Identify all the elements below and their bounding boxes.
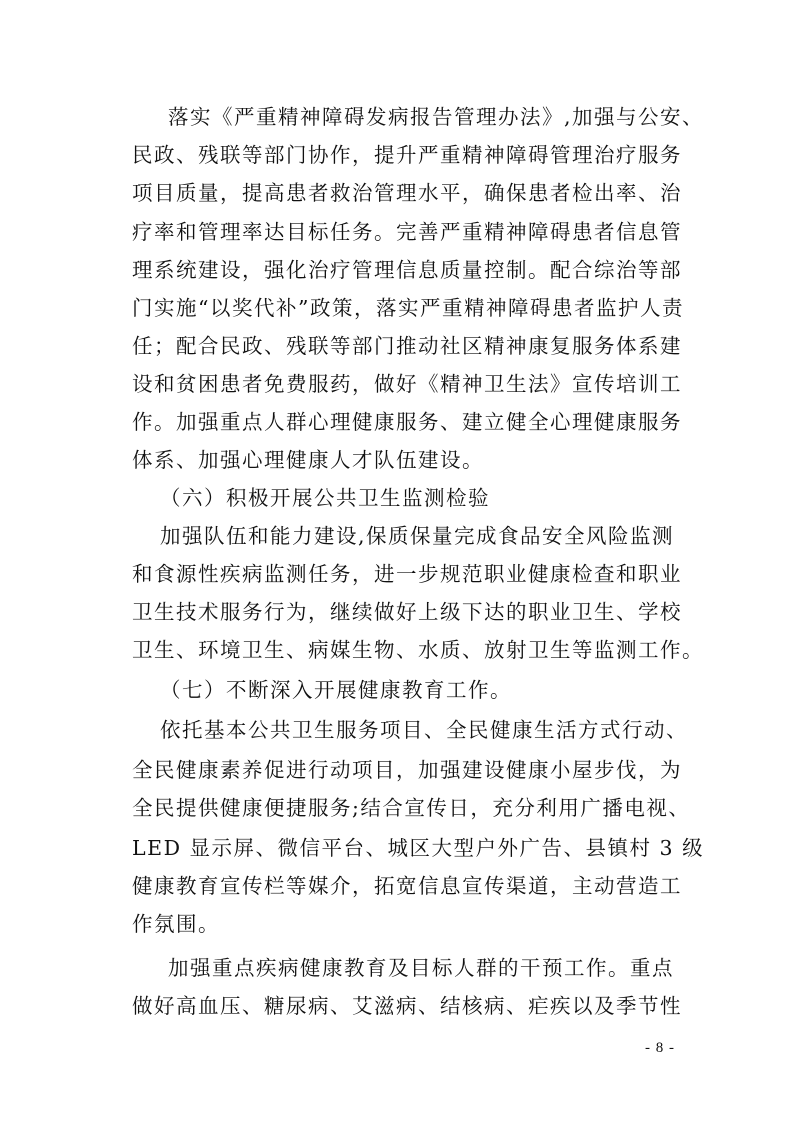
text-line: 理系统建设，强化治疗管理信息质量控制。配合综治等部: [132, 258, 682, 282]
text-line: 落实《严重精神障碍发病报告管理办法》,加强与公安、: [168, 105, 705, 129]
text-line: 任；配合民政、残联等部门推动社区精神康复服务体系建: [132, 334, 682, 358]
text-line: 依托基本公共卫生服务项目、全民健康生活方式行动、: [160, 718, 688, 742]
text-line: 健康教育宣传栏等媒介，拓宽信息宣传渠道，主动营造工: [132, 874, 682, 898]
text-line: LED 显示屏、微信平台、城区大型户外广告、县镇村 3 级: [132, 836, 705, 860]
text-line: 卫生、环境卫生、病媒生物、水质、放射卫生等监测工作。: [132, 638, 704, 662]
text-line: 和食源性疾病监测任务，进一步规范职业健康检查和职业: [132, 562, 682, 586]
text-line: 作。加强重点人群心理健康服务、建立健全心理健康服务: [132, 410, 682, 434]
section-heading: （七）不断深入开展健康教育工作。: [160, 678, 512, 702]
text-line: 项目质量，提高患者救治管理水平，确保患者检出率、治: [132, 181, 682, 205]
page-number: - 8 -: [645, 1040, 675, 1056]
text-line: 做好高血压、糖尿病、艾滋病、结核病、疟疾以及季节性: [132, 994, 682, 1018]
text-line: 设和贫困患者免费服药，做好《精神卫生法》宣传培训工: [132, 372, 682, 396]
text-line: 卫生技术服务行为，继续做好上级下达的职业卫生、学校: [132, 600, 682, 624]
text-line: 门实施“以奖代补”政策，落实严重精神障碍患者监护人责: [132, 296, 684, 320]
text-line: 作氛围。: [132, 912, 220, 936]
text-line: 加强重点疾病健康教育及目标人群的干预工作。重点: [168, 956, 674, 980]
text-line: 疗率和管理率达目标任务。完善严重精神障碍患者信息管: [132, 220, 682, 244]
text-line: 加强队伍和能力建设,保质保量完成食品安全风险监测: [160, 524, 675, 548]
text-line: 民政、残联等部门协作，提升严重精神障碍管理治疗服务: [132, 143, 682, 167]
text-line: 体系、加强心理健康人才队伍建设。: [132, 448, 484, 472]
section-heading: （六）积极开展公共卫生监测检验: [160, 486, 490, 510]
text-line: 全民健康素养促进行动项目，加强建设健康小屋步伐，为: [132, 758, 682, 782]
text-line: 全民提供健康便捷服务;结合宣传日，充分利用广播电视、: [132, 796, 691, 820]
